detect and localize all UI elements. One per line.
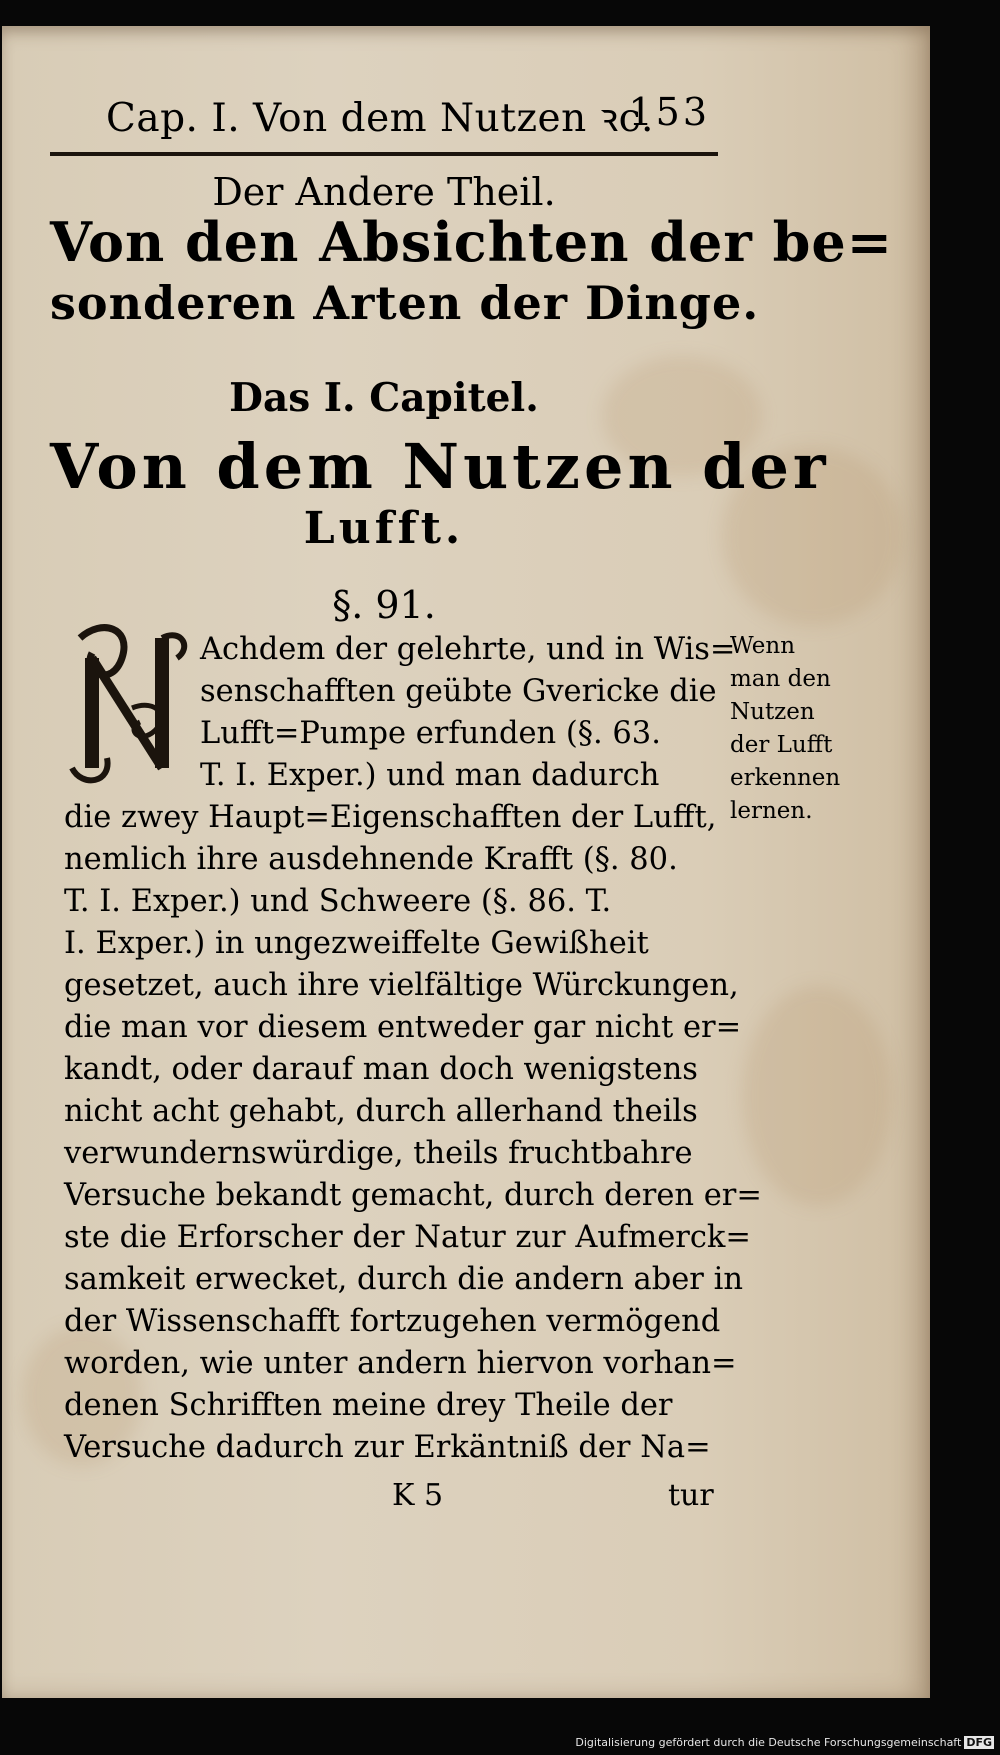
body-line: die zwey Haupt=Eigenschafften der Lufft, (64, 800, 717, 835)
header-rule (50, 152, 718, 156)
chapter-title-line1: Von dem Nutzen der (50, 430, 830, 503)
body-line: Achdem der gelehrte, und in Wis= (200, 632, 736, 667)
body-line: die man vor diesem entweder gar nicht er= (64, 1010, 742, 1045)
credit-text: Digitalisierung gefördert durch die Deutsche Forschungsgemeinschaft (575, 1736, 962, 1749)
margin-note-line: der Lufft (730, 732, 833, 758)
dropcap-ornament (62, 618, 192, 788)
signature-mark: K 5 (392, 1478, 444, 1513)
body-line: T. I. Exper.) und man dadurch (200, 758, 660, 793)
body-line: gesetzet, auch ihre vielfältige Würckungen, (64, 968, 739, 1003)
chapter-label: Das I. Capitel. (229, 375, 539, 421)
digitization-credit (575, 1736, 994, 1749)
margin-note-line: Wenn (730, 633, 796, 659)
dfg-logo: DFG (966, 1736, 992, 1749)
body-line: Versuche dadurch zur Erkäntniß der Na= (64, 1430, 711, 1465)
body-line: senschafften geübte Gvericke die (200, 674, 717, 709)
part-title-line1: Von den Absichten der be= (50, 210, 893, 274)
part-title-line2: sonderen Arten der Dinge. (50, 276, 760, 330)
section-number: §. 91. (332, 583, 436, 627)
running-title: Cap. I. Von dem Nutzen ꝛc. (106, 96, 654, 141)
dropcap-ornament-icon (62, 618, 192, 788)
body-line: worden, wie unter andern hiervon vorhan= (64, 1346, 737, 1381)
part-title (50, 210, 893, 330)
page-number: 153 (628, 90, 710, 134)
part-label: Der Andere Theil. (212, 170, 556, 214)
margin-note-line: lernen. (730, 798, 813, 824)
margin-note-line: erkennen (730, 765, 841, 791)
body-line: nicht acht gehabt, durch allerhand theils (64, 1094, 698, 1129)
body-line: kandt, oder darauf man doch wenigstens (64, 1052, 698, 1087)
body-line: Lufft=Pumpe erfunden (§. 63. (200, 716, 661, 751)
body-line: der Wissenschafft fortzugehen vermögend (64, 1304, 721, 1339)
body-line: denen Schrifften meine drey Theile der (64, 1388, 673, 1423)
chapter-title-line2: Lufft. (303, 503, 465, 554)
margin-note-line: Nutzen (730, 699, 815, 725)
margin-note (730, 630, 900, 828)
body-line: nemlich ihre ausdehnende Krafft (§. 80. (64, 842, 678, 877)
body-line: verwundernswürdige, theils fruchtbahre (64, 1136, 693, 1171)
body-line: T. I. Exper.) und Schweere (§. 86. T. (64, 884, 612, 919)
margin-note-line: man den (730, 666, 831, 692)
body-line: samkeit erwecket, durch die andern aber in (64, 1262, 743, 1297)
catchword: tur (668, 1478, 714, 1513)
body-line: ste die Erforscher der Natur zur Aufmerck= (64, 1220, 751, 1255)
body-line: Versuche bekandt gemacht, durch deren er= (64, 1178, 762, 1213)
chapter-title (50, 430, 830, 554)
running-header (50, 68, 710, 141)
body-line: I. Exper.) in ungezweiffelte Gewißheit (64, 926, 649, 961)
